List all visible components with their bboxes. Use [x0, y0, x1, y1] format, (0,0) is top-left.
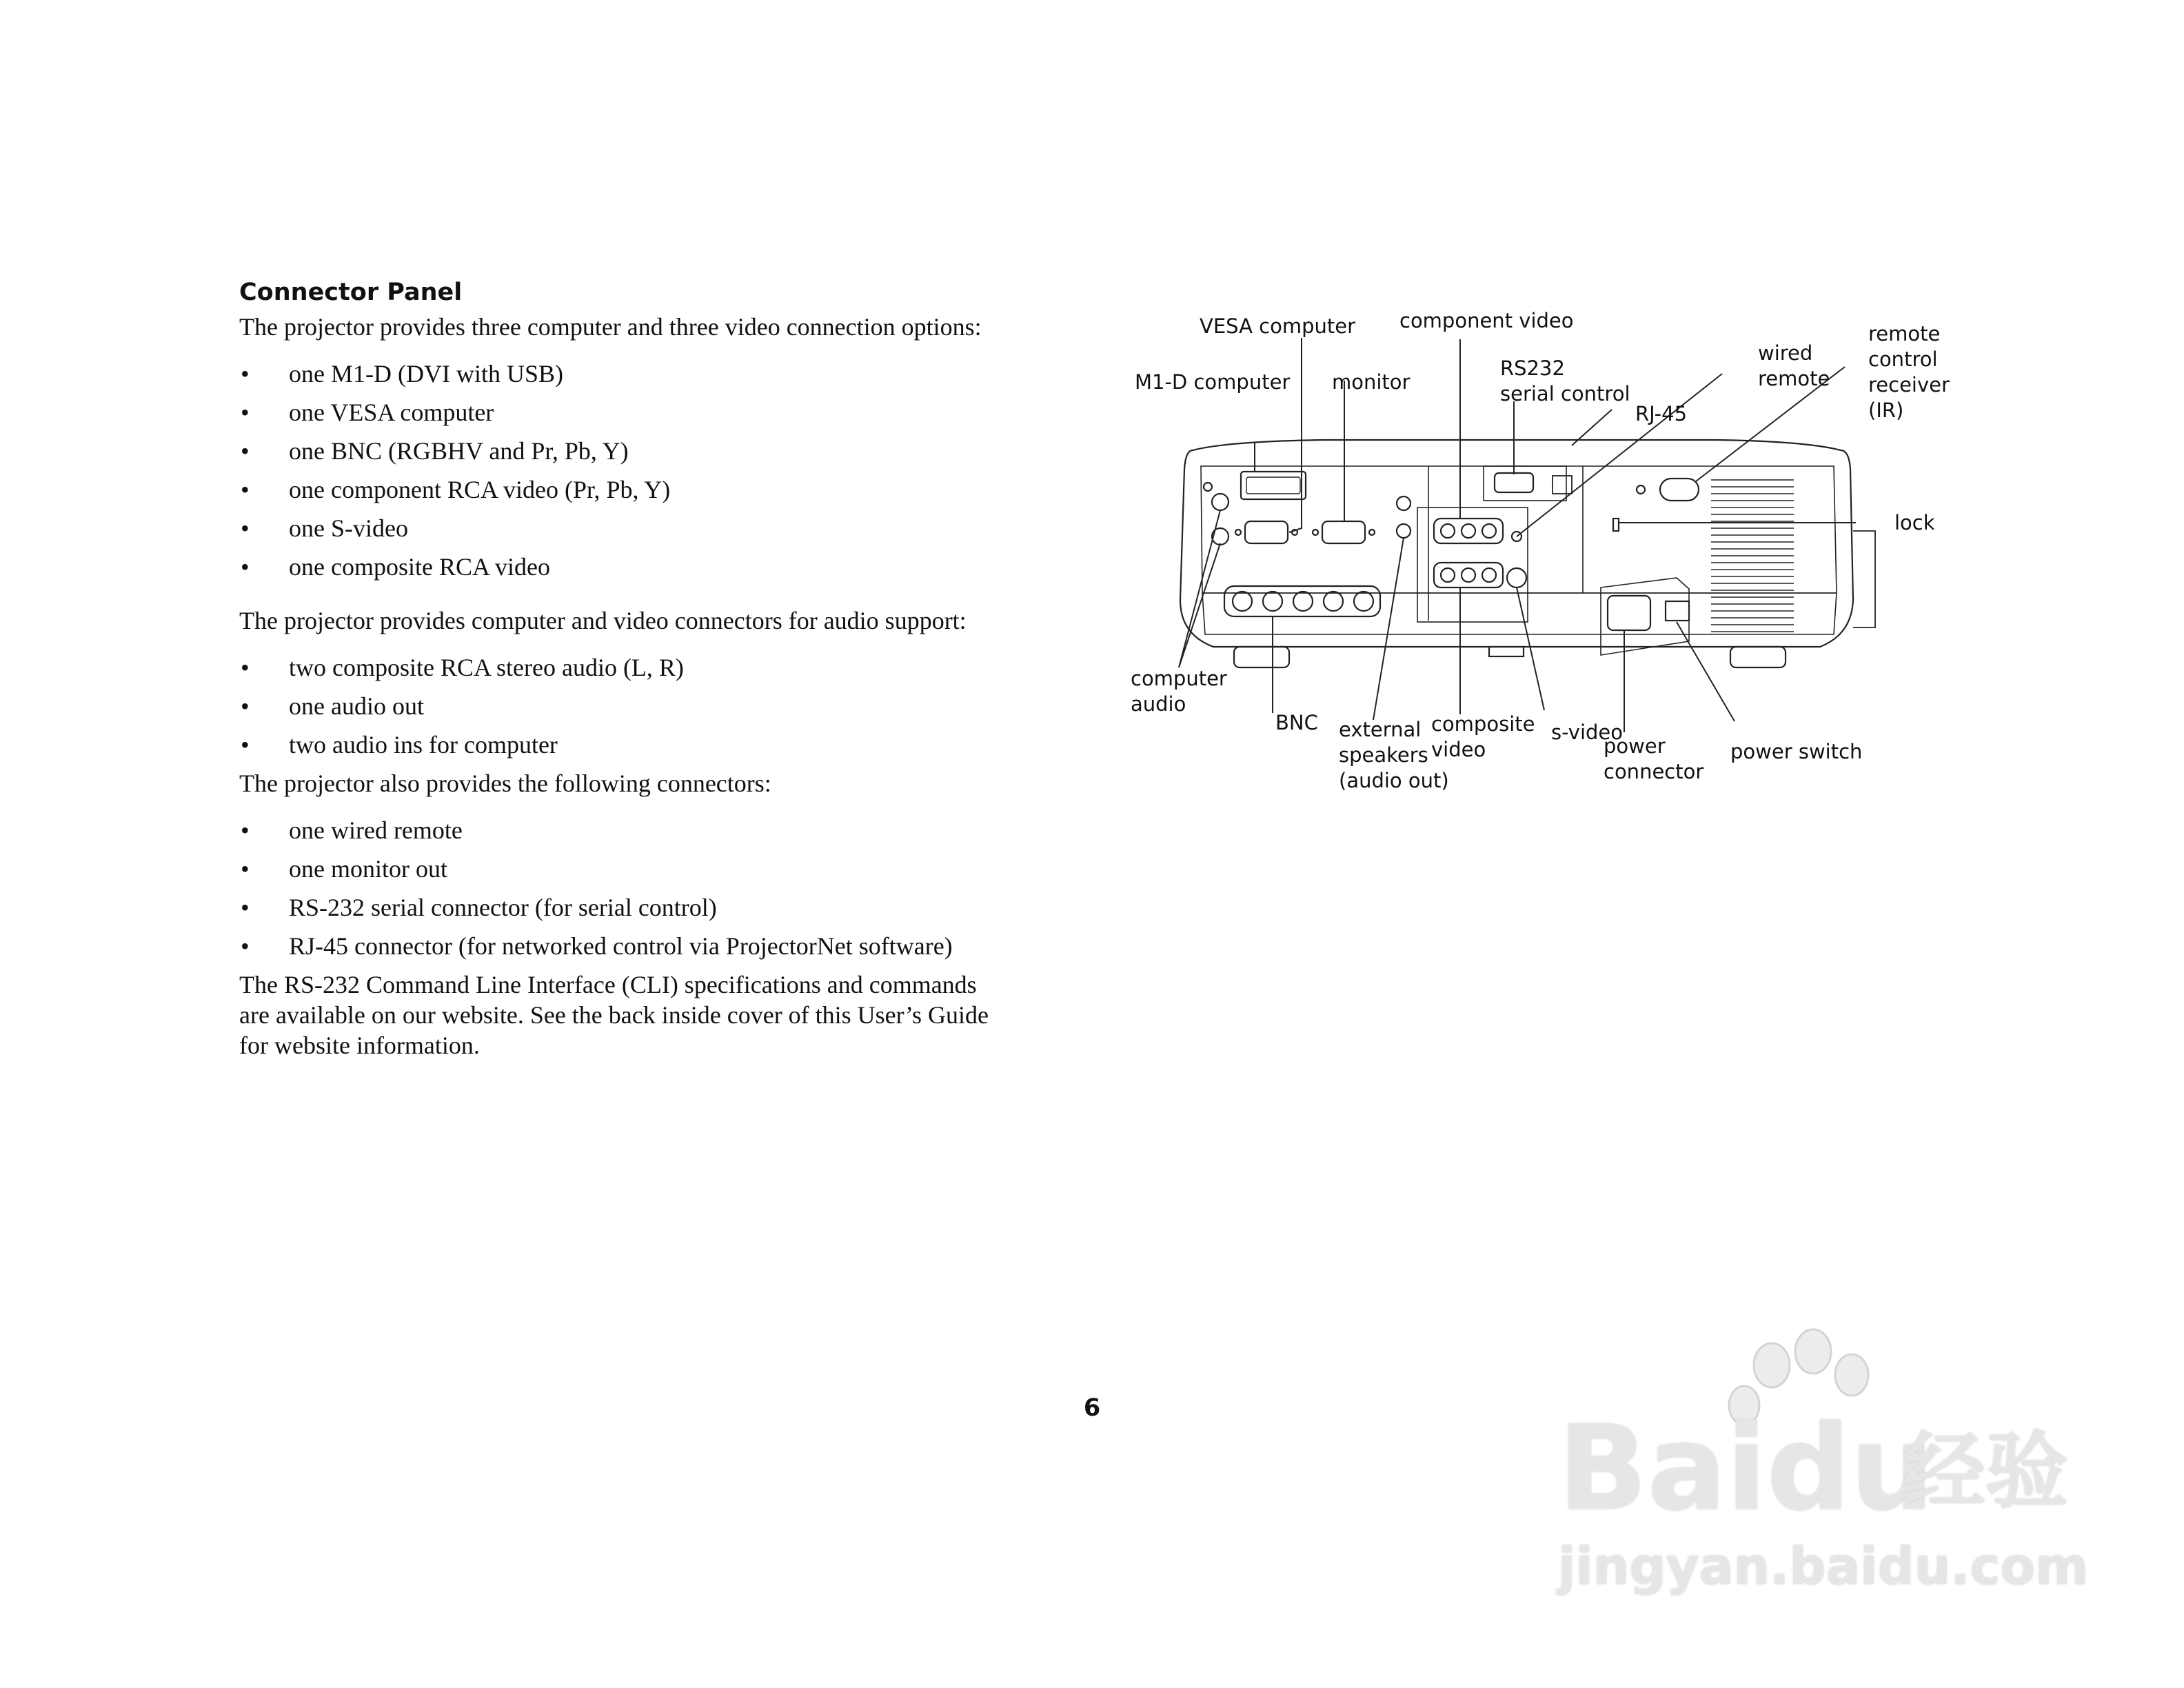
audio-out-jack: [1397, 524, 1410, 538]
bullet: •: [241, 514, 250, 542]
side-bracket: [1853, 531, 1875, 627]
list-item: • RJ-45 connector (for networked control via ProjectorNet software): [241, 932, 953, 960]
label-rj45: RJ-45: [1635, 402, 1688, 425]
bullet: •: [241, 476, 250, 503]
list-item: • one monitor out: [241, 855, 447, 883]
vesa-port: [1245, 521, 1288, 543]
composite-jack-3: [1482, 568, 1496, 582]
monitor-screw-right: [1369, 530, 1375, 535]
bnc-jack-2: [1263, 592, 1282, 611]
page-number: 6: [1083, 1394, 1101, 1422]
list-item: • one component RCA video (Pr, Pb, Y): [241, 476, 671, 503]
monitor-screw-left: [1313, 530, 1318, 535]
watermark-brand: Baidu: [1558, 1400, 1934, 1537]
computer-video-options-list: [239, 359, 1066, 590]
list-item: • one BNC (RGBHV and Pr, Pb, Y): [241, 437, 629, 465]
component-jack-3: [1482, 524, 1496, 538]
also-intro-paragraph: The projector also provides the following connectors:: [239, 770, 771, 797]
right-panel-hole: [1637, 485, 1645, 494]
list-item: • one S-video: [241, 514, 408, 542]
composite-jack-1: [1441, 568, 1455, 582]
label-s-video: s-video: [1551, 721, 1624, 744]
watermark-cn: 经验: [1903, 1424, 2068, 1520]
component-video-jacks: [1434, 519, 1503, 543]
lock-slot: [1613, 519, 1619, 531]
bullet: •: [241, 932, 250, 960]
bullet: •: [241, 437, 250, 465]
right-foot: [1730, 647, 1786, 667]
m1d-port: [1241, 472, 1306, 499]
bullet: •: [241, 816, 250, 844]
list-item: • RS-232 serial connector (for serial control): [241, 894, 717, 921]
label-wired-remote: wired remote: [1758, 341, 1830, 390]
small-hole: [1204, 483, 1212, 491]
composite-video-jacks: [1434, 563, 1503, 587]
bnc-jack-3: [1293, 592, 1313, 611]
left-foot: [1234, 647, 1289, 667]
vesa-screw-left: [1235, 530, 1241, 535]
label-composite-video: composite video: [1431, 712, 1535, 761]
label-component-video: component video: [1399, 309, 1574, 332]
small-jack: [1397, 496, 1410, 510]
ir-receiver: [1660, 479, 1699, 501]
bullet: •: [241, 855, 250, 883]
bullet: •: [241, 894, 250, 921]
label-power-switch: power switch: [1730, 740, 1863, 763]
rs232-port: [1495, 473, 1533, 492]
rs232-port-frame: [1484, 466, 1566, 501]
text-column: [239, 276, 1066, 1061]
cli-note-paragraph: The RS-232 Command Line Interface (CLI) specifications and commands are available on our website. See the back inside cover of this User’s Guide for website information.: [239, 971, 989, 1059]
audio-intro-paragraph: The projector provides computer and video connectors for audio support:: [239, 607, 967, 634]
bnc-panel: [1224, 586, 1380, 616]
list-item: • one audio out: [241, 692, 424, 720]
baidu-watermark: [1544, 1324, 2089, 1607]
component-jack-1: [1441, 524, 1455, 538]
other-connectors-list: [239, 815, 1066, 969]
list-item: • one M1-D (DVI with USB): [241, 360, 563, 388]
bnc-jack-5: [1354, 592, 1373, 611]
power-area: [1601, 578, 1689, 655]
bullet: •: [241, 399, 250, 426]
power-connector: [1608, 596, 1650, 630]
label-remote-control-receiver: remote control receiver (IR): [1868, 322, 1950, 422]
list-item: • two composite RCA stereo audio (L, R): [241, 654, 684, 681]
list-item: • one VESA computer: [241, 399, 494, 426]
power-switch: [1666, 601, 1689, 621]
connector-panel-diagram: [1117, 303, 1950, 827]
computer-audio-jack-1: [1212, 494, 1228, 510]
bnc-jack-1: [1233, 592, 1252, 611]
label-m1d-computer: M1-D computer: [1135, 370, 1291, 394]
bullet: •: [241, 692, 250, 720]
s-video-port: [1507, 568, 1526, 587]
rj45-port: [1553, 476, 1572, 494]
component-jack-2: [1462, 524, 1475, 538]
label-rs232: RS232 serial control: [1500, 356, 1630, 405]
list-item: • two audio ins for computer: [241, 731, 558, 758]
bullet: •: [241, 553, 250, 581]
center-foot: [1489, 647, 1524, 656]
intro-paragraph: The projector provides three computer and three video connection options:: [239, 313, 982, 341]
section-title: Connector Panel: [239, 279, 463, 306]
bullet: •: [241, 731, 250, 758]
label-power-connector: power connector: [1604, 734, 1704, 783]
label-computer-audio: computer audio: [1131, 667, 1227, 716]
audio-options-list: [239, 652, 1066, 768]
watermark-url: jingyan.baidu.com: [1558, 1537, 2089, 1596]
label-bnc: BNC: [1275, 711, 1318, 734]
vent-grille: [1711, 480, 1794, 632]
composite-jack-2: [1462, 568, 1475, 582]
list-item: • one wired remote: [241, 816, 463, 844]
label-monitor: monitor: [1332, 370, 1410, 394]
bullet: •: [241, 654, 250, 681]
monitor-port: [1322, 521, 1365, 543]
bnc-jack-4: [1324, 592, 1343, 611]
bullet: •: [241, 360, 250, 388]
list-item: • one composite RCA video: [241, 553, 550, 581]
label-lock: lock: [1894, 511, 1935, 534]
label-vesa-computer: VESA computer: [1200, 314, 1356, 338]
label-external-speakers: external speakers (audio out): [1339, 718, 1449, 792]
m1d-port-inner: [1246, 477, 1300, 494]
